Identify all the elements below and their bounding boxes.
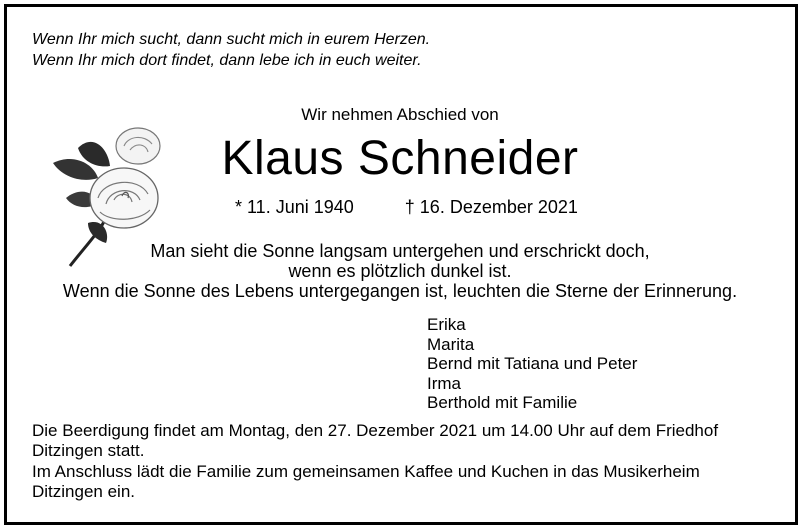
birth-date: * 11. Juni 1940 [235,197,354,217]
poem [0,241,800,301]
intro-text: Wir nehmen Abschied von [301,105,499,124]
poem-line: wenn es plötzlich dunkel ist. [288,261,512,281]
mourner: Marita [427,334,475,354]
mourner: Irma [427,373,461,393]
poem-line: Man sieht die Sonne langsam untergehen und erschrickt doch, [150,241,650,261]
deceased-name: Klaus Schneider [221,132,579,185]
death-date: † 16. Dezember 2021 [404,197,578,217]
motto [32,29,430,71]
life-dates [235,197,578,218]
motto-line-1: Wenn Ihr mich sucht, dann sucht mich in eurem Herzen. [32,31,431,48]
poem-line: Wenn die Sonne des Lebens untergegangen ist, leuchten die Sterne der Erinnerung. [62,281,738,301]
motto-line-2: Wenn Ihr mich dort findet, dann lebe ich in euch weiter. [32,52,422,69]
mourners-list [427,315,637,413]
funeral-info [32,421,772,503]
mourner: Bernd mit Tatiana und Peter [427,354,638,373]
reception-paragraph: Im Anschluss lädt die Familie zum gemeinsamen Kaffee und Kuchen in das Musikerheim Ditzingen ein. [32,462,700,501]
mourner: Berthold mit Familie [427,393,578,412]
funeral-paragraph: Die Beerdigung findet am Montag, den 27. Dezember 2021 um 14.00 Uhr auf dem Friedhof Ditzingen statt. [32,421,719,460]
mourner: Erika [427,315,466,334]
